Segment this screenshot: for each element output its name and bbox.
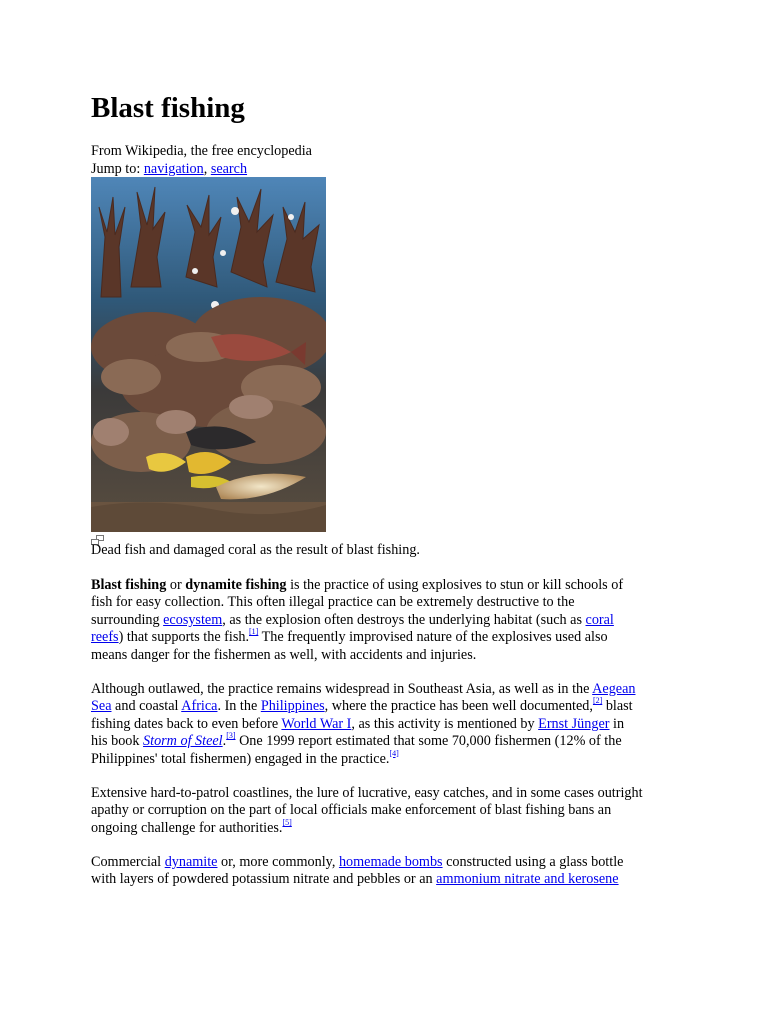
text-run: or (166, 577, 186, 593)
expand-icon[interactable] (91, 532, 105, 542)
philippines-link[interactable]: Philippines (260, 698, 325, 715)
aegean-sea-link[interactable]: Sea (91, 698, 112, 715)
blast-fishing-photo[interactable] (91, 177, 326, 532)
search-link[interactable]: search (210, 160, 248, 177)
text-run: fish for easy collection. This often illegal practice can be extremely destructive to the (91, 594, 575, 611)
text-run: surrounding (91, 611, 164, 628)
africa-link[interactable]: Africa (181, 698, 218, 715)
text-run: One 1999 report estimated that some 70,000 fishermen (12% of the (235, 733, 622, 750)
text-run: fishing dates back to even before (91, 715, 282, 732)
text-line (91, 802, 691, 819)
term-blast-fishing: Blast fishing (91, 577, 167, 593)
text-run: The frequently improvised nature of the explosives used also (258, 629, 608, 646)
text-run: means danger for the fishermen as well, with accidents and injuries. (91, 646, 477, 663)
jump-links (91, 161, 247, 178)
paragraph-intro (91, 577, 691, 664)
text-run: or, more commonly, (217, 854, 339, 870)
image-caption: Dead fish and damaged coral as the result of blast fishing. (91, 542, 420, 558)
world-war-i-link[interactable]: World War I (281, 715, 352, 732)
text-run: . In the (217, 698, 261, 715)
text-run: apathy or corruption on the part of local officials make enforcement of blast fishing bans an (91, 802, 612, 819)
paragraph-enforcement (91, 785, 691, 837)
text-line (91, 817, 691, 837)
citation-2-link[interactable]: [2] (592, 696, 603, 706)
text-run: Extensive hard-to-patrol coastlines, the lure of lucrative, easy catches, and in some cases outright (91, 785, 643, 801)
coral-reef-image (91, 177, 326, 532)
navigation-link[interactable]: navigation (143, 160, 204, 177)
paragraph-methods (91, 854, 691, 889)
paragraph-prevalence (91, 681, 691, 768)
text-line (91, 647, 691, 664)
text-run: in (609, 715, 625, 732)
text-run: blast (602, 698, 633, 715)
aegean-sea-link[interactable]: Aegean (592, 681, 636, 697)
dynamite-link[interactable]: dynamite (164, 854, 218, 870)
text-run: constructed using a glass bottle (442, 854, 624, 870)
text-line (91, 785, 691, 802)
coral-reefs-link[interactable]: coral (585, 611, 614, 628)
citation-3-link[interactable]: [3] (226, 731, 236, 741)
term-dynamite-fishing: dynamite fishing (185, 577, 287, 593)
ernst-junger-link[interactable]: Ernst Jünger (538, 715, 610, 732)
text-run: and coastal (111, 698, 182, 715)
ecosystem-link[interactable]: ecosystem (163, 611, 223, 628)
page-title: Blast fishing (91, 92, 245, 124)
citation-1-link[interactable]: [1] (249, 627, 259, 637)
text-run: Philippines' total fishermen) engaged in the practice. (91, 750, 390, 767)
citation-4-link[interactable]: [4] (389, 748, 399, 758)
text-run: . (222, 733, 227, 750)
text-run: is the practice of using explosives to stun or kill schools of (286, 577, 624, 593)
text-run: , where the practice has been well documented, (324, 698, 593, 715)
text-line (91, 748, 691, 768)
text-run: ) that supports the fish. (118, 629, 250, 646)
text-run: , as this activity is mentioned by (351, 715, 539, 732)
text-run: ongoing challenge for authorities. (91, 819, 283, 836)
text-line (91, 612, 691, 629)
storm-of-steel-link[interactable]: Storm of Steel (143, 733, 223, 750)
coral-reefs-link[interactable]: reefs (91, 629, 119, 646)
text-run: , as the explosion often destroys the underlying habitat (such as (222, 611, 586, 628)
text-run: his book (91, 733, 144, 750)
text-line (91, 871, 691, 888)
text-run: with layers of powdered potassium nitrate and pebbles or an (91, 871, 437, 888)
jump-separator: , (203, 160, 211, 177)
text-run: Commercial (91, 854, 165, 870)
text-run: Although outlawed, the practice remains widespread in Southeast Asia, as well as in the (91, 681, 593, 697)
text-line (91, 716, 691, 733)
text-line (91, 594, 691, 611)
homemade-bombs-link[interactable]: homemade bombs (338, 854, 443, 870)
text-line (91, 698, 691, 715)
text-line (91, 854, 691, 871)
citation-5-link[interactable]: [5] (282, 817, 292, 827)
site-subtitle: From Wikipedia, the free encyclopedia (91, 143, 312, 159)
text-line (91, 629, 691, 646)
jump-prefix: Jump to: (91, 160, 144, 177)
ammonium-nitrate-link[interactable]: ammonium nitrate and kerosene (436, 871, 619, 888)
text-line (91, 577, 691, 594)
